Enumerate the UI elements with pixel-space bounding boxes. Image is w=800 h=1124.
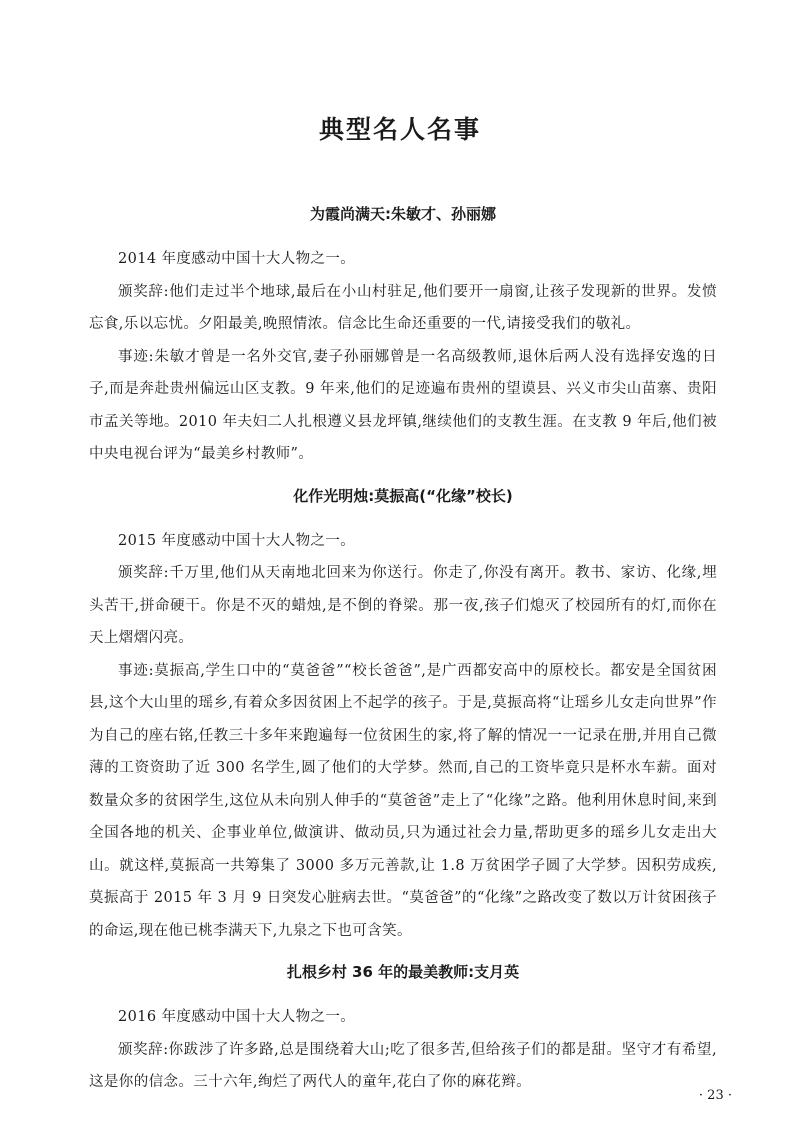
section-intro: 2015 年度感动中国十大人物之一。 (118, 532, 356, 549)
award-speech: 颁奖辞:他们走过半个地球,最后在小山村驻足,他们要开一扇窗,让孩子发现新的世界。发愤忘食,乐以忘忧。夕阳最美,晚照情浓。信念比生命还重要的一代,请接受我们的敬礼。 (89, 283, 717, 332)
page-number: · 23 · (698, 1088, 732, 1103)
section-heading: 扎根乡村 36 年的最美教师:支月英 (286, 963, 520, 981)
award-speech: 颁奖辞:你跋涉了许多路,总是围绕着大山;吃了很多苦,但给孩子们的都是甜。坚守才有希望,这是你的信念。三十六年,绚烂了两代人的童年,花白了你的麻花辫。 (89, 1041, 717, 1090)
deeds: 事迹:朱敏才曾是一名外交官,妻子孙丽娜曾是一名高级教师,退休后两人没有选择安逸的日子,而是奔赴贵州偏远山区支教。9 年来,他们的足迹遍布贵州的望谟县、兴义市尖山苗寨、贵阳市孟关等地。2010 年夫妇二人扎根遵义县龙坪镇,继续他们的支教生涯。在支教 9 年后,他们被中央电视台评为“最美乡村教师”。 (89, 348, 717, 462)
section-heading: 为霞尚满天:朱敏才、孙丽娜 (310, 205, 496, 223)
award-speech: 颁奖辞:千万里,他们从天南地北回来为你送行。你走了,你没有离开。教书、家访、化缘,埋头苦干,拼命硬干。你是不灭的蜡烛,是不倒的脊梁。那一夜,孩子们熄灭了校园所有的灯,而你在天上熠熠闪亮。 (89, 565, 717, 646)
page-title: 典型名人名事 (318, 115, 481, 144)
deeds: 事迹:莫振高,学生口中的“莫爸爸”“校长爸爸”,是广西都安高中的原校长。都安是全国贫困县,这个大山里的瑶乡,有着众多因贫困上不起学的孩子。于是,莫振高将“让瑶乡儿女走向世界”作为自己的座右铭,任教三十多年来跑遍每一位贫困生的家,将了解的情况一一记录在册,并用自己微薄的工资资助了近 300 名学生,圆了他们的大学梦。然而,自己的工资毕竟只是杯水车薪。面对数量众多的贫困学生,这位从未向别人伸手的“莫爸爸”走上了“化缘”之路。他利用休息时间,来到全国各地的机关、企事业单位,做演讲、做动员,只为通过社会力量,帮助更多的瑶乡儿女走出大山。就这样,莫振高一共筹集了 3000 多万元善款,让 1.8 万贫困学子圆了大学梦。因积劳成疾,莫振高于 2015 年 3 月 9 日突发心脏病去世。“莫爸爸”的“化缘”之路改变了数以万计贫困孩子的命运,现在他已桃李满天下,九泉之下也可含笑。 (89, 662, 717, 939)
section-heading: 化作光明烛:莫振高(“化缘”校长) (293, 486, 513, 505)
section-zhu-sun (89, 200, 717, 471)
section-intro: 2014 年度感动中国十大人物之一。 (118, 251, 356, 267)
section-intro: 2016 年度感动中国十大人物之一。 (118, 1009, 356, 1025)
section-zhi-yueying (89, 958, 717, 1099)
page-content (89, 200, 717, 1110)
section-mo-zhengao (89, 482, 717, 948)
